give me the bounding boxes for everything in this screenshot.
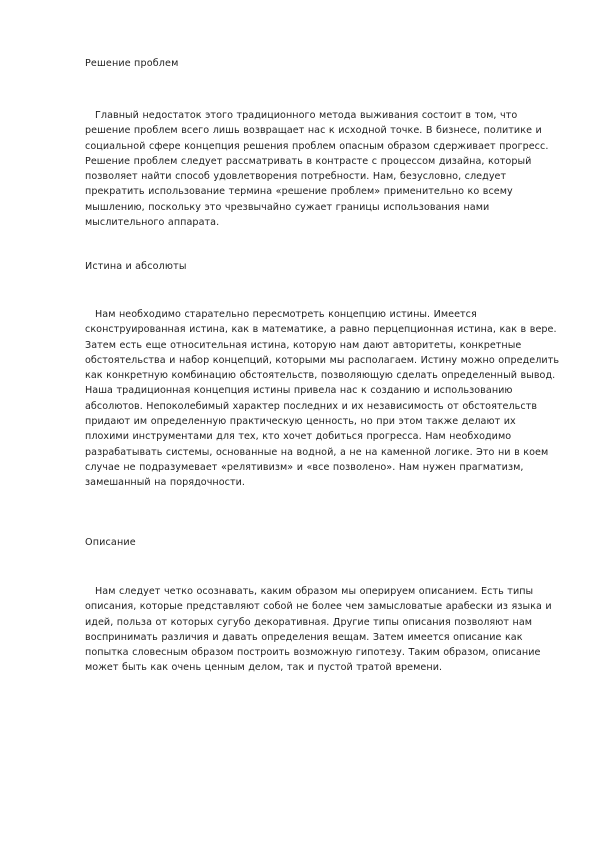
section-heading-description: Описание [85,537,136,548]
section-heading-truth-and-absolutes: Истина и абсолюты [85,261,187,272]
section-heading-problem-solving: Решение проблем [85,58,179,69]
section-paragraph-description: Нам следует четко осознавать, каким образом мы оперируем описанием. Есть типы описания, которые представляют собой не более чем замысловатые арабески из языка и идей, польза от которых сугубо декоративная. Другие типы описания позволяют нам воспринимать различия и давать определения вещам. Затем имеется описание как попытка словесным образом построить возможную гипотезу. Таким образом, описание может быть как очень ценным делом, так и пустой тратой времени. [85,586,552,674]
section-paragraph-problem-solving: Главный недостаток этого традиционного метода выживания состоит в том, что решение проблем всего лишь возвращает нас к исходной точке. В бизнесе, политике и социальной сфере концепция решения проблем опасным образом сдерживает прогресс. Решение проблем следует рассматривать в контрасте с процессом дизайна, который позволяет найти способ удовлетворения потребности. Нам, безусловно, следует прекратить использование термина «решение проблем» применительно ко всему мышлению, поскольку это чрезвычайно сужает границы использования нами мыслительного аппарата. [85,110,549,229]
section-paragraph-truth-and-absolutes: Нам необходимо старательно пересмотреть концепцию истины. Имеется сконструированная истина, как в математике, а равно перцепционная истина, как в вере. Затем есть еще относительная истина, которую нам дают авторитеты, конкретные обстоятельства и набор концепций, которыми мы располагаем. Истину можно определить как конкретную комбинацию обстоятельств, позволяющую сделать определенный вывод. Наша традиционная концепция истины привела нас к созданию и использованию абсолютов. Непоколебимый характер последних и их независимость от обстоятельств придают им определенную практическую ценность, но при этом также делают их плохими инструментами для тех, кто хочет добиться прогресса. Нам необходимо разрабатывать системы, основанные на водной, а не на каменной логике. Это ни в коем случае не подразумевает «релятивизм» и «все позволено». Нам нужен прагматизм, замешанный на порядочности. [85,309,560,489]
